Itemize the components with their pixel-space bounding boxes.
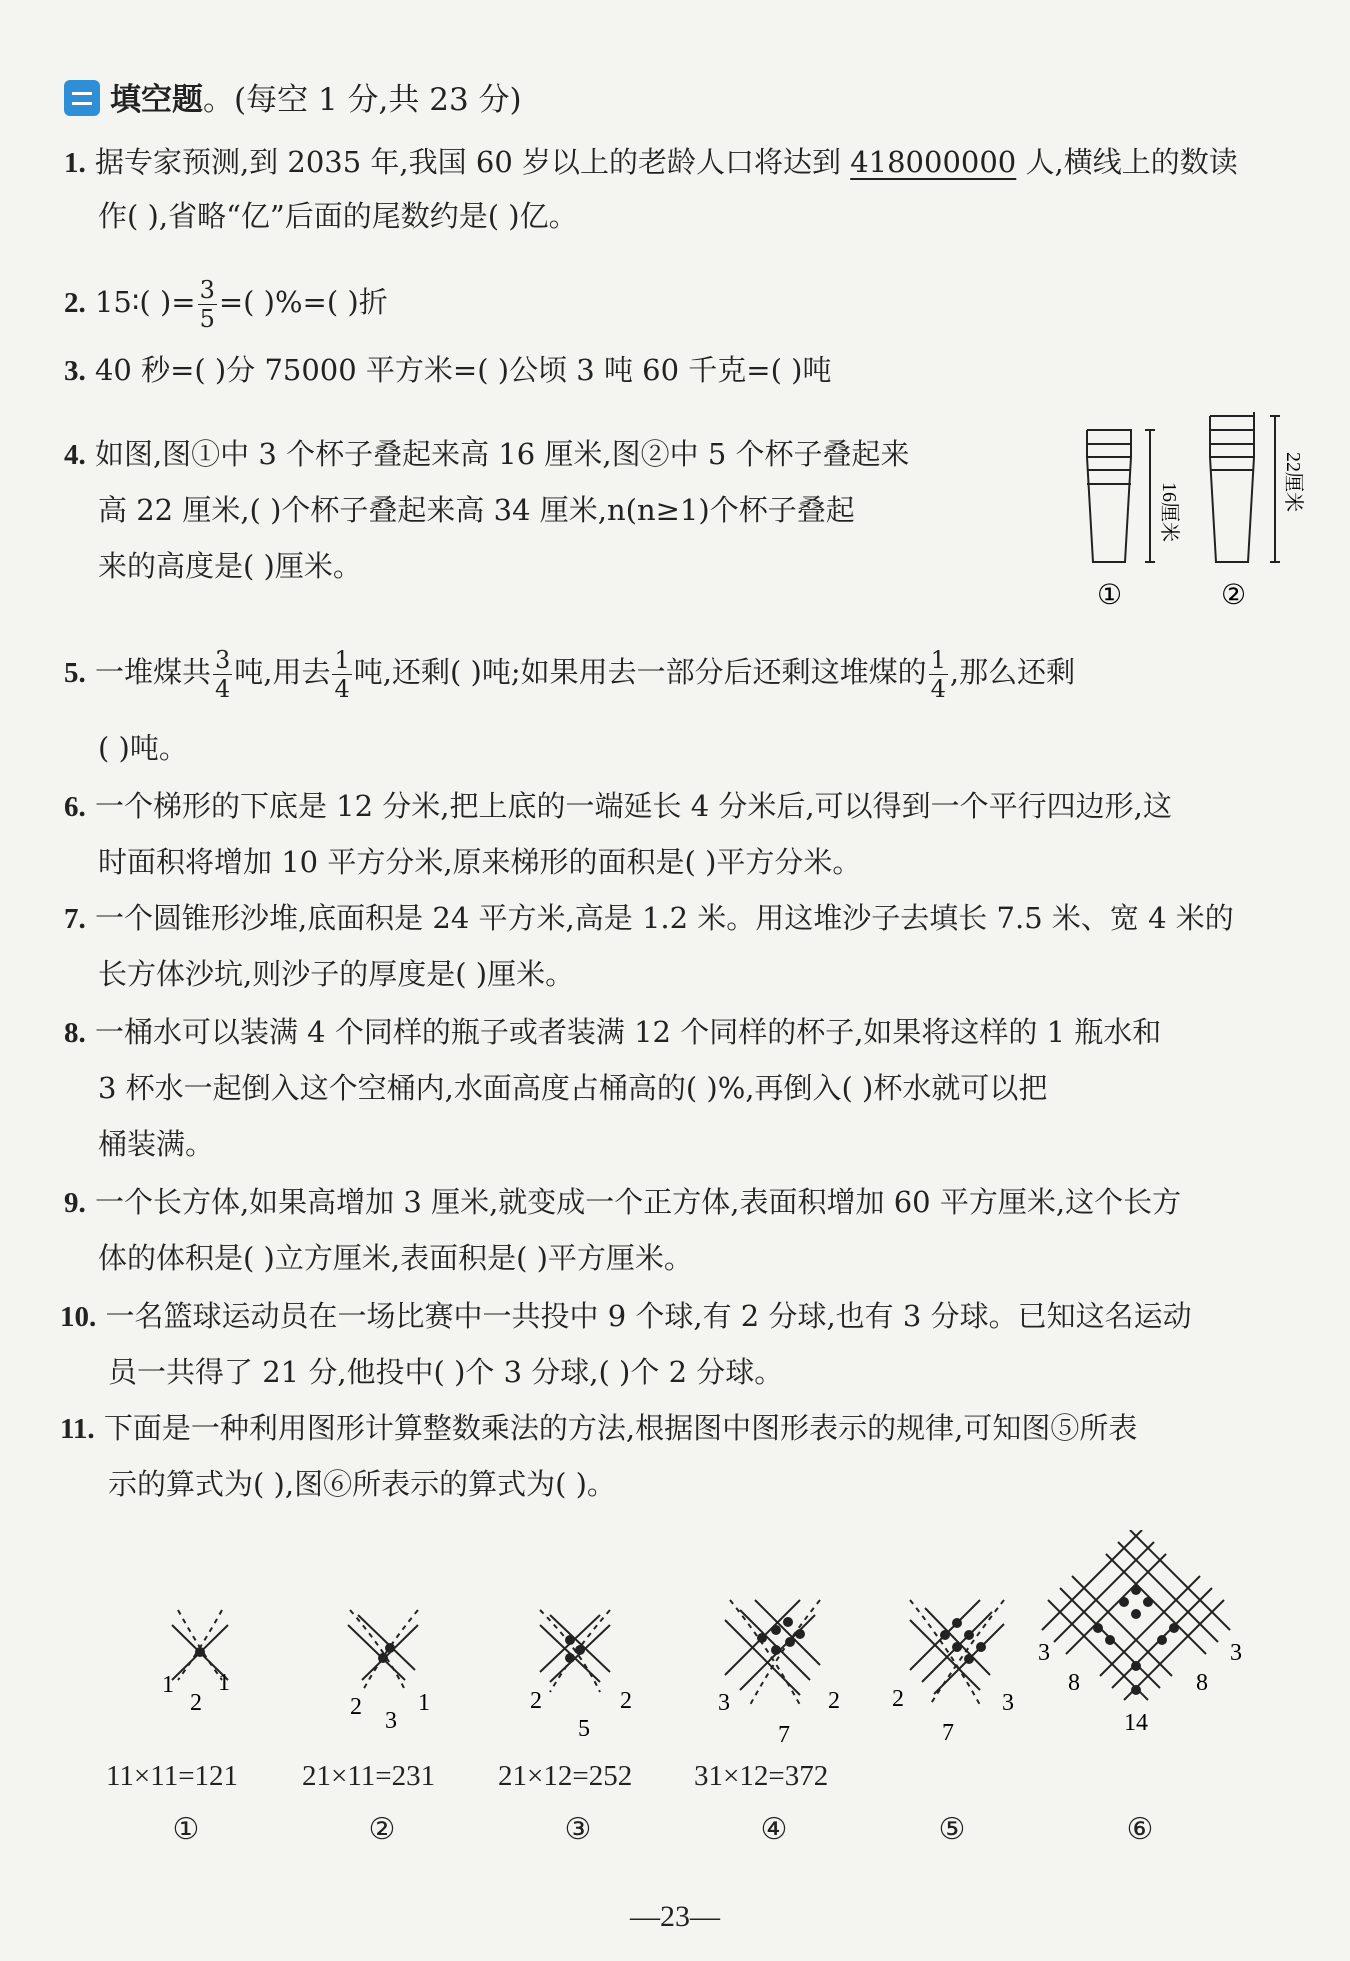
fig-number-5: ⑤	[938, 1812, 966, 1847]
fraction-denominator: 4	[214, 674, 231, 703]
f6-label-left: 3	[1038, 1640, 1050, 1666]
q1-text-a: 据专家预测,到 2035 年,我国 60 岁以上的老龄人口将达到	[94, 145, 851, 179]
f4-label-left: 3	[718, 1690, 730, 1716]
fraction	[213, 646, 232, 703]
question-11-line-2: 示的算式为( ),图⑥所表示的算式为( )。	[108, 1467, 616, 1501]
formula-3: 21×12=252	[498, 1760, 633, 1792]
f2-label-right: 1	[418, 1690, 430, 1716]
question-7-line-1	[64, 898, 1264, 939]
question-number: 5.	[64, 657, 86, 689]
question-number: 11.	[60, 1413, 95, 1445]
fraction-denominator: 5	[199, 304, 215, 333]
fraction-denominator: 4	[930, 674, 946, 703]
f6-label-bottom: 14	[1124, 1710, 1148, 1736]
f5-label-right: 3	[1002, 1690, 1014, 1716]
question-5-line-1	[64, 642, 1264, 703]
formula-4: 31×12=372	[694, 1760, 829, 1792]
fig-number-6: ⑥	[1126, 1812, 1154, 1847]
f6-label-mid-right: 8	[1196, 1670, 1208, 1696]
f3-label-left: 2	[530, 1688, 542, 1714]
question-6-line-2: 时面积将增加 10 平方分米,原来梯形的面积是( )平方分米。	[98, 845, 862, 879]
section-badge-icon	[64, 80, 100, 116]
f1-label-bottom: 2	[190, 1690, 202, 1716]
fraction-numerator: 1	[334, 645, 350, 674]
q1-text-b: 人,横线上的数读	[1016, 145, 1238, 179]
fraction-numerator: 1	[930, 645, 946, 674]
question-number: 6.	[64, 791, 86, 823]
q3-text: 40 秒=( )分 75000 平方米=( )公顷 3 吨 60 千克=( )吨	[94, 353, 832, 387]
q1-underlined-number: 418000000	[850, 145, 1017, 179]
q5-text-d: ,那么还剩	[949, 655, 1076, 689]
question-10-line-2: 员一共得了 21 分,他投中( )个 3 分球,( )个 2 分球。	[108, 1355, 784, 1389]
question-9-line-2: 体的体积是( )立方厘米,表面积是( )平方厘米。	[98, 1241, 693, 1275]
multiplication-figures	[100, 1530, 1300, 1760]
question-10-line-1	[60, 1296, 1260, 1337]
cups-figure	[1075, 412, 1305, 612]
q5-text-c: 吨,还剩( )吨;如果用去一部分后还剩这堆煤的	[353, 655, 927, 689]
f4-label-bottom: 7	[778, 1722, 790, 1748]
section-note: 。(每空 1 分,共 23 分)	[203, 82, 522, 118]
fraction	[198, 276, 217, 333]
question-number: 2.	[64, 287, 86, 319]
section-title: 填空题	[110, 82, 203, 118]
question-4-line-3: 来的高度是( )厘米。	[98, 549, 362, 583]
question-number: 1.	[64, 147, 86, 179]
formula-2: 21×11=231	[302, 1760, 436, 1792]
question-number: 4.	[64, 439, 86, 471]
question-8-line-3: 桶装满。	[98, 1127, 215, 1161]
f1-label-left: 1	[162, 1672, 174, 1698]
fraction-denominator: 4	[334, 674, 350, 703]
q5-text-a: 一堆煤共	[94, 655, 211, 689]
question-8-line-1	[64, 1012, 1264, 1053]
intersection-dots	[195, 1585, 1179, 1695]
question-5-line-2: ( )吨。	[98, 731, 188, 765]
q2-text-a: 15∶( )=	[94, 285, 196, 319]
formula-1: 11×11=121	[106, 1760, 239, 1792]
f6-label-right: 3	[1230, 1640, 1242, 1666]
question-1-line-1	[64, 142, 1264, 183]
fig2-number: ②	[1221, 580, 1247, 611]
fig1-height-label: 16厘米	[1158, 482, 1180, 542]
f1-label-right: 1	[218, 1670, 230, 1696]
section-header	[64, 78, 522, 122]
question-number: 3.	[64, 355, 86, 387]
fig-number-4: ④	[760, 1812, 788, 1847]
question-number: 7.	[64, 903, 86, 935]
fig-number-1: ①	[172, 1812, 200, 1847]
question-8-line-2: 3 杯水一起倒入这个空桶内,水面高度占桶高的( )%,再倒入( )杯水就可以把	[98, 1071, 1048, 1105]
question-number: 9.	[64, 1187, 86, 1219]
fig-number-2: ②	[368, 1812, 396, 1847]
fig-number-3: ③	[564, 1812, 592, 1847]
q8-text-1: 一桶水可以装满 4 个同样的瓶子或者装满 12 个同样的杯子,如果将这样的 1 瓶水和	[94, 1015, 1162, 1049]
page-number: —23—	[630, 1900, 720, 1933]
q2-text-b: =( )%=( )折	[218, 285, 388, 319]
question-1-line-2: 作( ),省略“亿”后面的尾数约是( )亿。	[98, 199, 578, 233]
q10-text-1: 一名篮球运动员在一场比赛中一共投中 9 个球,有 2 分球,也有 3 分球。已知这名运动	[105, 1299, 1192, 1333]
question-7-line-2: 长方体沙坑,则沙子的厚度是( )厘米。	[98, 957, 575, 991]
fig2-height-label: 22厘米	[1282, 452, 1304, 512]
f3-label-right: 2	[620, 1688, 632, 1714]
question-number: 10.	[60, 1301, 97, 1333]
f4-label-right: 2	[828, 1688, 840, 1714]
fraction	[332, 646, 351, 703]
q9-text-1: 一个长方体,如果高增加 3 厘米,就变成一个正方体,表面积增加 60 平方厘米,这个长方	[94, 1185, 1182, 1219]
figure-labels	[162, 1640, 1242, 1748]
question-2	[64, 272, 1264, 333]
q5-text-b: 吨,用去	[234, 655, 331, 689]
q7-text-1: 一个圆锥形沙堆,底面积是 24 平方米,高是 1.2 米。用这堆沙子去填长 7.5 米、宽 4 米的	[94, 901, 1234, 935]
f5-label-left: 2	[892, 1686, 904, 1712]
q11-text-1: 下面是一种利用图形计算整数乘法的方法,根据图中图形表示的规律,可知图⑤所表	[103, 1411, 1138, 1445]
f6-label-mid-left: 8	[1068, 1670, 1080, 1696]
fraction	[929, 646, 948, 703]
question-4-line-2: 高 22 厘米,( )个杯子叠起来高 34 厘米,n(n≥1)个杯子叠起	[98, 493, 855, 527]
question-9-line-1	[64, 1182, 1264, 1223]
fig1-number: ①	[1097, 580, 1123, 611]
question-11-line-1	[60, 1408, 1260, 1449]
question-6-line-1	[64, 786, 1264, 827]
f3-label-bottom: 5	[578, 1716, 590, 1742]
fraction-numerator: 3	[214, 645, 231, 674]
f2-label-left: 2	[350, 1694, 362, 1720]
q4-text-1: 如图,图①中 3 个杯子叠起来高 16 厘米,图②中 5 个杯子叠起来	[94, 437, 910, 471]
f2-label-bottom: 3	[385, 1708, 397, 1734]
f5-label-bottom: 7	[942, 1720, 954, 1746]
q6-text-1: 一个梯形的下底是 12 分米,把上底的一端延长 4 分米后,可以得到一个平行四边形,这	[94, 789, 1172, 823]
fraction-numerator: 3	[199, 275, 215, 304]
question-3	[64, 350, 1264, 391]
question-number: 8.	[64, 1017, 86, 1049]
